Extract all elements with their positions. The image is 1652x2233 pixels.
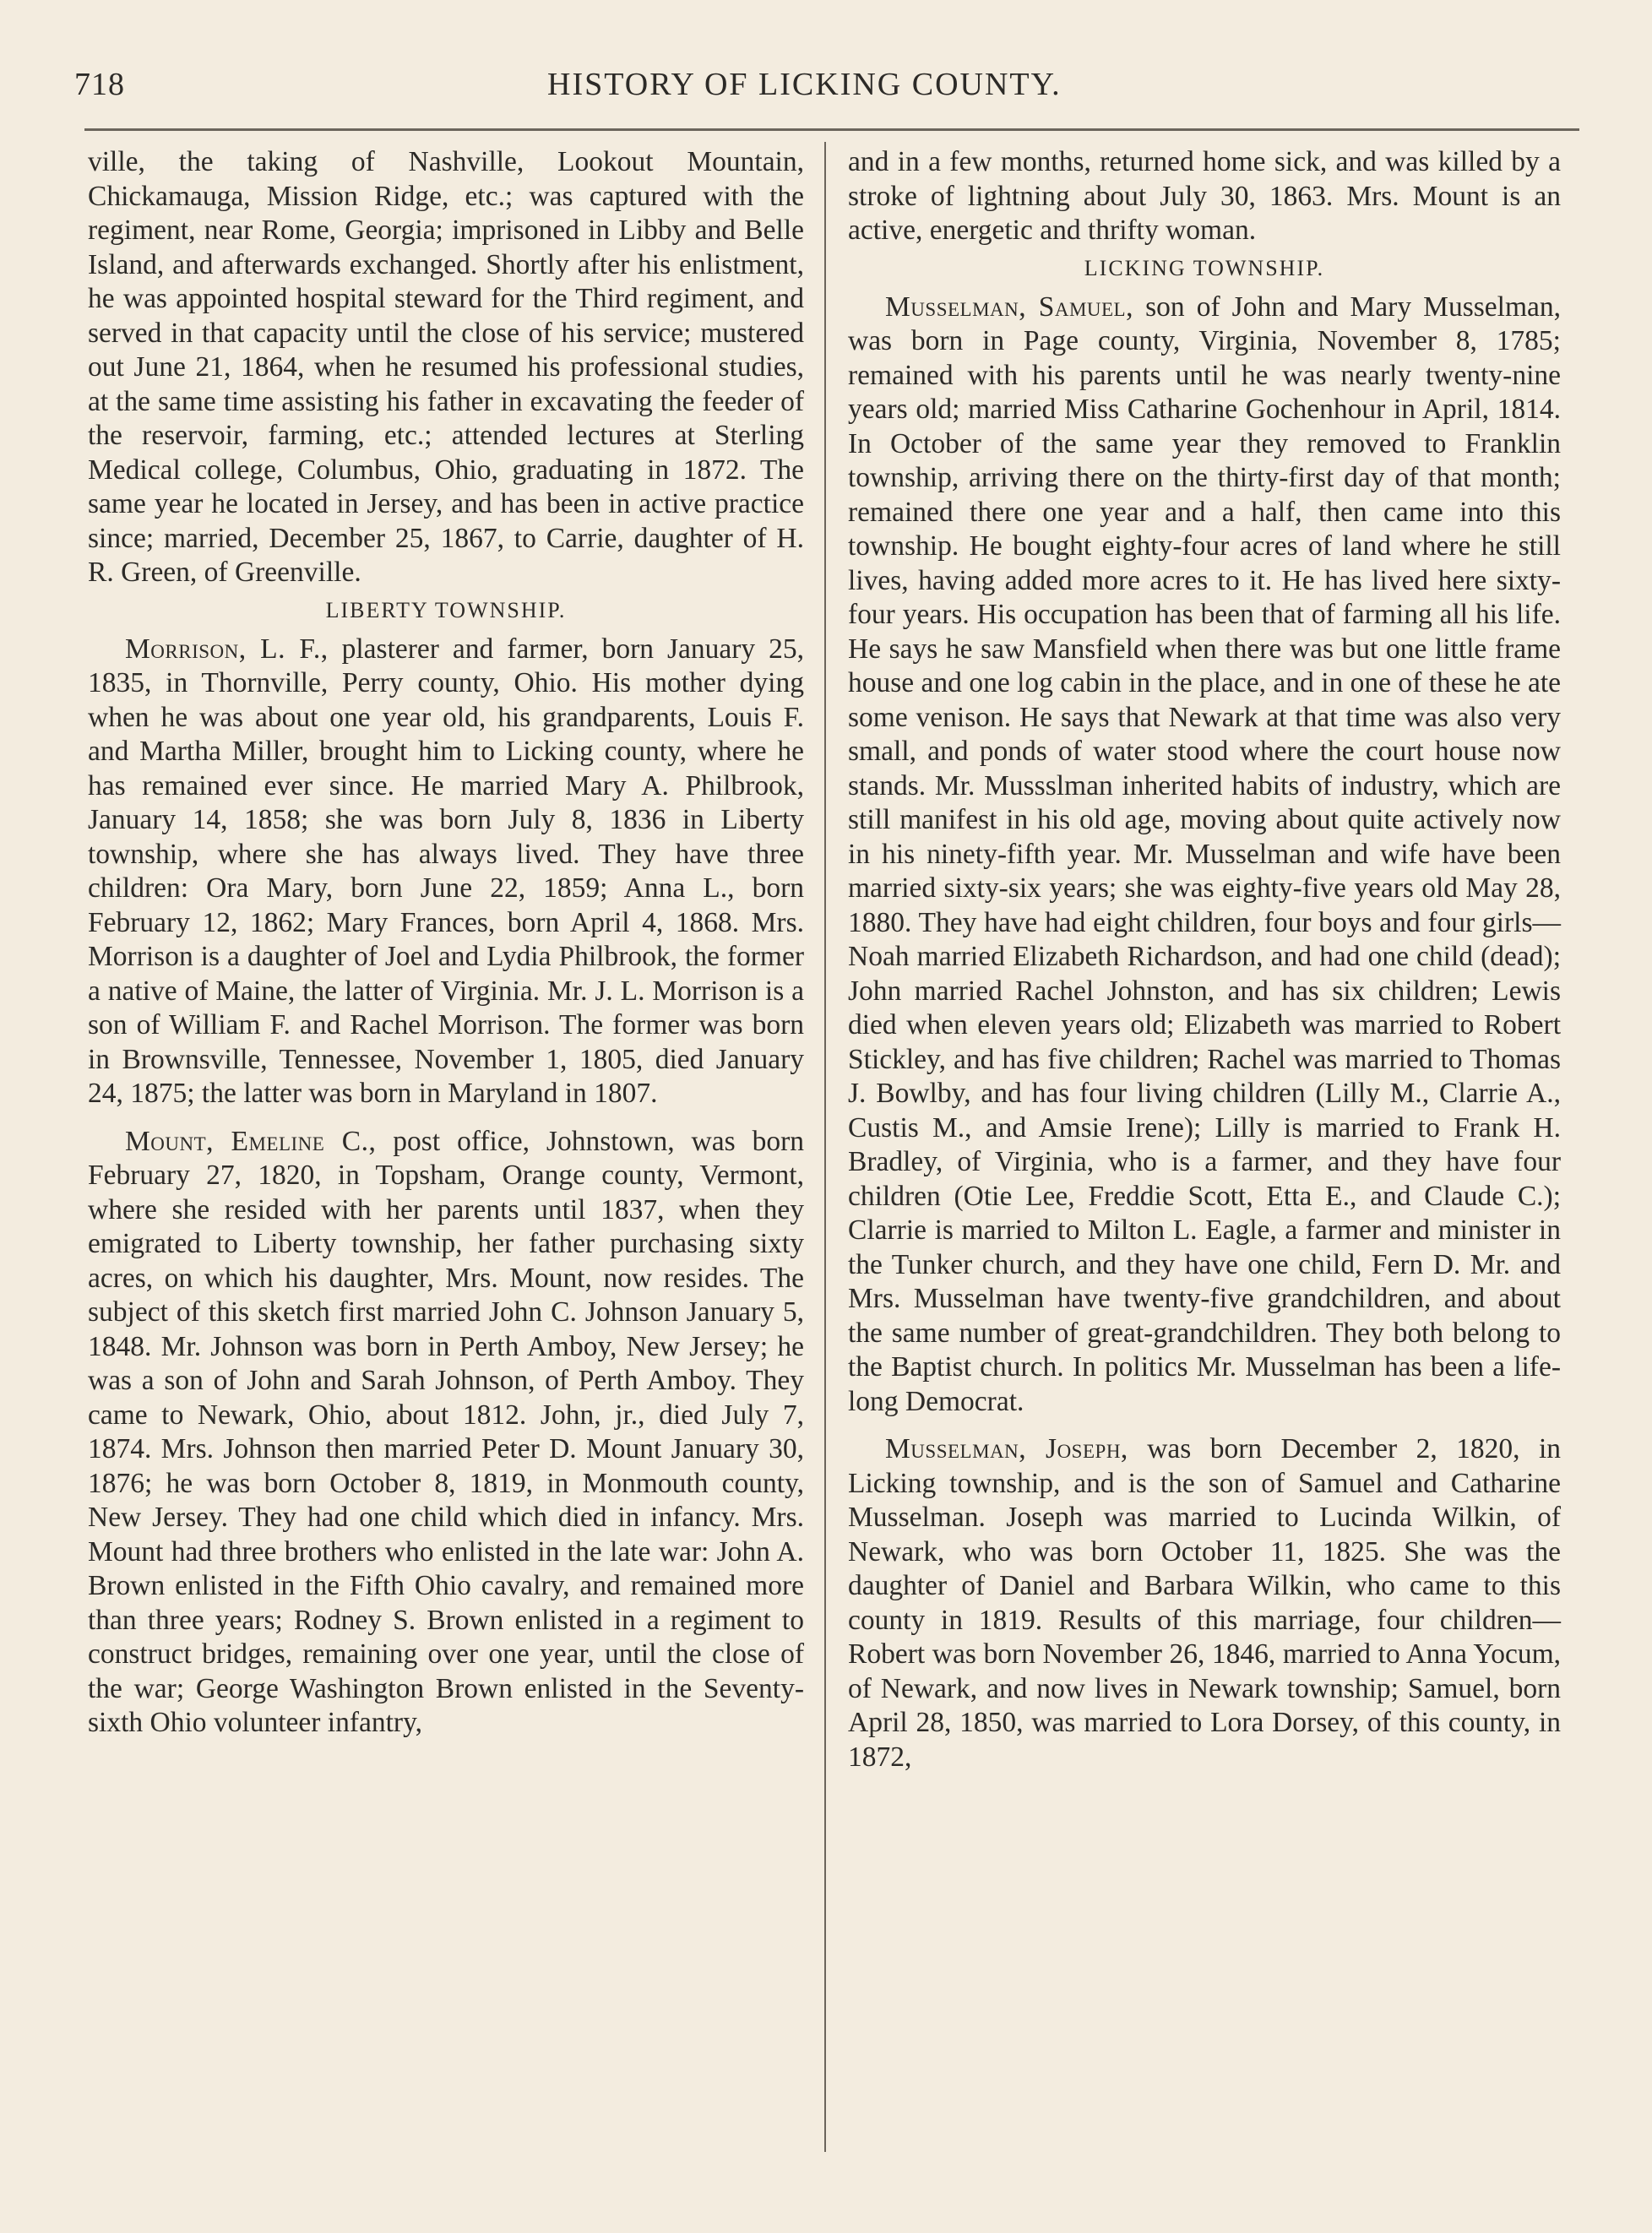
- continued-paragraph: ville, the taking of Nashville, Lookout Mountain, Chickamauga, Mission Ridge, etc.; was captured with the regiment, near Rome, Georgia; imprisoned in Libby and Belle Island, and afterwards exchanged. Shortly after his enlistment, he was appointed hospital steward for the Third regiment, and served in that capacity until the close of his service; mustered out June 21, 1864, when he resumed his professional studies, at the same time assisting his father in excavating the feeder of the reservoir, farming, etc.; attended lectures at Sterling Medical college, Columbus, Ohio, graduating in 1872. The same year he located in Jersey, and has been in active practice since; married, December 25, 1867, to Carrie, daughter of H. R. Green, of Greenville.: [88, 146, 804, 588]
- page-number: 718: [74, 67, 125, 102]
- entry-name: Musselman, Samuel,: [885, 291, 1133, 323]
- entry-morrison: [88, 633, 804, 1111]
- entry-text: plasterer and farmer, born January 25, 1835, in Thornville, Perry county, Ohio. His mother dying when he was about one year old, his grandparents, Louis F. and Martha Miller, brought him to Licking county, where he has remained ever since. He married Mary A. Philbrook, January 14, 1858; she was born July 8, 1836 in Liberty township, where she has always lived. They have three children: Ora Mary, born June 22, 1859; Anna L., born February 12, 1862; Mary Frances, born April 4, 1868. Mrs. Morrison is a daughter of Joel and Lydia Philbrook, the former a native of Maine, the latter of Virginia. Mr. J. L. Morrison is a son of William F. and Rachel Morrison. The former was born in Brownsville, Tennessee, November 1, 1805, died January 24, 1875; the latter was born in Maryland in 1807.: [88, 633, 804, 1109]
- column-divider: [824, 142, 826, 2152]
- entry-text: was born December 2, 1820, in Licking township, and is the son of Samuel and Catharine Musselman. Joseph was married to Lucinda Wilkin, of Newark, who was born October 11, 1825. She was the daughter of Daniel and Barbara Wilkin, who came to this county in 1819. Results of this marriage, four children—Robert was born November 26, 1846, married to Anna Yocum, of Newark, and now lives in Newark township; Samuel, born April 28, 1850, was married to Lora Dorsey, of this county, in 1872,: [848, 1433, 1561, 1773]
- entry-musselman-samuel: [848, 291, 1561, 1420]
- entry-text: son of John and Mary Musselman, was born in Page county, Virginia, November 8, 1785; remained with his parents until he was nearly twenty-nine years old; married Miss Catharine Gochenhour in April, 1814. In October of the same year they removed to Franklin township, arriving there on the thirty-first day of that month; remained there one year and a half, then came into this township. He bought eighty-four acres of land where he still lives, having added more acres to it. He has lived here sixty-four years. His occupation has been that of farming all his life. He says he saw Mansfield when there was but one little frame house and one log cabin in the place, and in one of these he ate some venison. He says that Newark at that time was also very small, and ponds of water stood where the court house now stands. Mr. Mussslman inherited habits of industry, which are still manifest in his old age, moving about quite actively now in his ninety-fifth year. Mr. Musselman and wife have been married sixty-six years; she was eighty-five years old May 28, 1880. They have had eight children, four boys and four girls—Noah married Elizabeth Richardson, and had one child (dead); John married Rachel Johnston, and has six children; Lewis died when eleven years old; Elizabeth was married to Robert Stickley, and has five children; Rachel was married to Thomas J. Bowlby, and has four living children (Lilly M., Clarrie A., Custis M., and Amsie Irene); Lilly is married to Frank H. Bradley, of Virginia, who is a farmer, and they have four children (Otie Lee, Freddie Scott, Etta E., and Claude C.); Clarrie is married to Milton L. Eagle, a farmer and minister in the Tunker church, and they have one child, Fern D. Mr. and Mrs. Musselman have twenty-five grandchildren, and about the same number of great-grandchildren. They both belong to the Baptist church. In politics Mr. Musselman has been a life-long Democrat.: [848, 291, 1561, 1417]
- page-header: [74, 66, 1578, 117]
- section-heading-licking: LICKING TOWNSHIP.: [1084, 255, 1325, 280]
- header-rule: [84, 128, 1579, 131]
- entry-musselman-joseph: [848, 1432, 1561, 1774]
- entry-name: Musselman, Joseph,: [885, 1433, 1128, 1464]
- section-heading-liberty: LIBERTY TOWNSHIP.: [325, 597, 567, 622]
- running-title: HISTORY OF LICKING COUNTY.: [547, 67, 1062, 102]
- left-column: [88, 145, 804, 1741]
- right-column: [848, 145, 1561, 1774]
- entry-mount: [88, 1125, 804, 1741]
- entry-name: Morrison, L. F.,: [125, 633, 329, 665]
- entry-text: post office, Johnstown, was born February 27, 1820, in Topsham, Orange county, Vermont, where she resided with her parents until 1837, when they emigrated to Liberty township, her father purchasing sixty acres, on which his daughter, Mrs. Mount, now resides. The subject of this sketch first married John C. Johnson January 5, 1848. Mr. Johnson was born in Perth Amboy, New Jersey; he was a son of John and Sarah Johnson, of Perth Amboy. They came to Newark, Ohio, about 1812. John, jr., died July 7, 1874. Mrs. Johnson then married Peter D. Mount January 30, 1876; he was born October 8, 1819, in Monmouth county, New Jersey. They had one child which died in infancy. Mrs. Mount had three brothers who enlisted in the late war: John A. Brown enlisted in the Fifth Ohio cavalry, and remained more than three years; Rodney S. Brown enlisted in a regiment to construct bridges, remaining over one year, until the close of the war; George Washington Brown enlisted in the Seventy-sixth Ohio volunteer infantry,: [88, 1125, 804, 1738]
- continued-paragraph: and in a few months, returned home sick, and was killed by a stroke of lightning about July 30, 1863. Mrs. Mount is an active, energetic and thrifty woman.: [848, 146, 1561, 246]
- entry-name: Mount, Emeline C.,: [125, 1125, 377, 1157]
